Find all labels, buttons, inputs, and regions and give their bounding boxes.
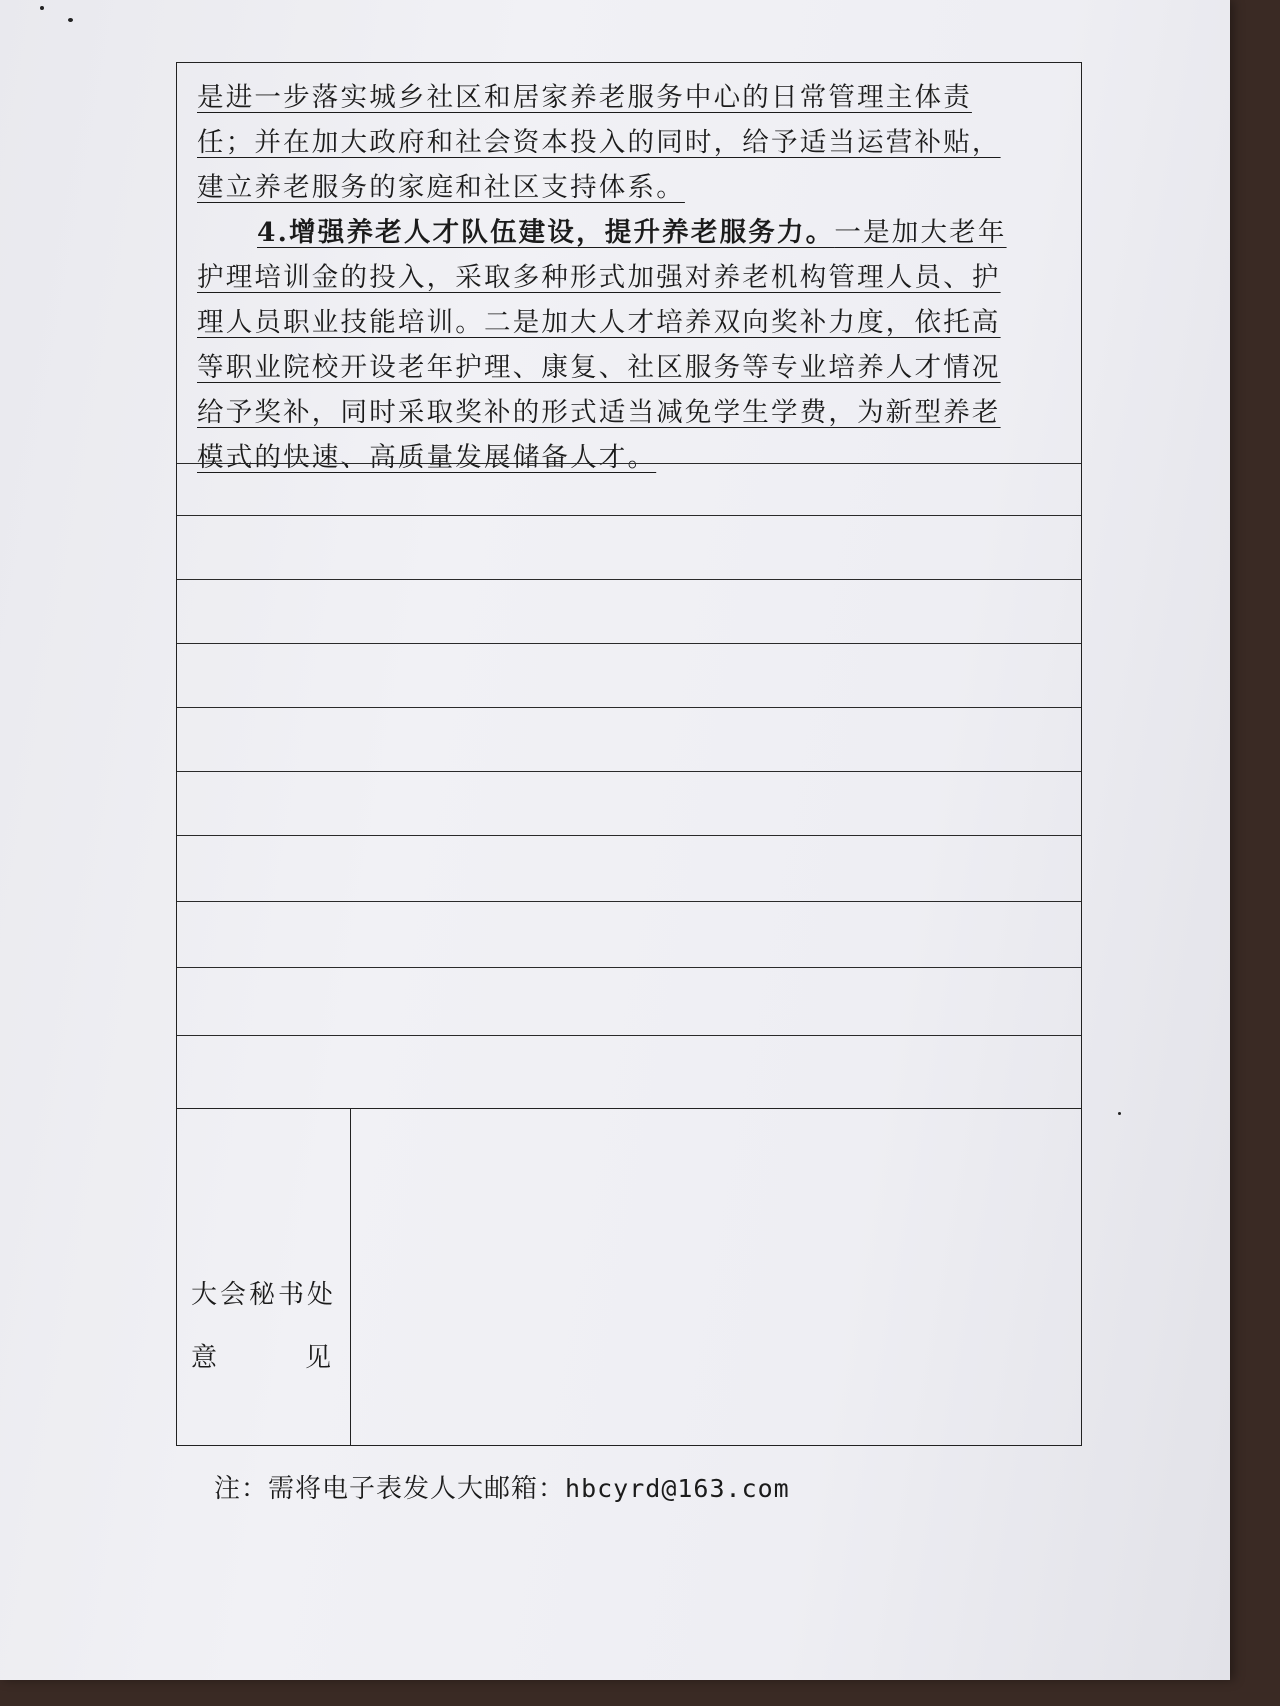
paragraph-4: [197, 210, 1061, 480]
blank-rule-line: [177, 515, 1081, 516]
text-line: 任；并在加大政府和社会资本投入的同时，给予适当运营补贴，: [197, 127, 1001, 158]
ink-speck: [68, 18, 73, 22]
opinion-label-cell: [177, 1109, 351, 1446]
secretariat-opinion-row: [177, 1108, 1081, 1446]
footer-note: [214, 1468, 790, 1505]
text-line: 是进一步落实城乡社区和居家养老服务中心的日常管理主体责: [197, 82, 972, 113]
ink-speck: [40, 6, 44, 10]
note-prefix: 注：需将电子表发人大邮箱：: [214, 1474, 566, 1504]
text-line: 给予奖补，同时采取奖补的形式适当减免学生学费，为新型养老: [197, 397, 1001, 428]
text-line: 建立养老服务的家庭和社区支持体系。: [197, 172, 685, 203]
opinion-content-cell[interactable]: [351, 1109, 1081, 1446]
continued-paragraph: [197, 75, 1061, 210]
suggestion-text-area: [177, 63, 1081, 473]
opinion-label-title: 大会秘书处: [191, 1280, 337, 1310]
note-email: hbcyrd@163.com: [565, 1474, 790, 1503]
blank-rule-line: [177, 707, 1081, 708]
text-line: 等职业院校开设老年护理、康复、社区服务等专业培养人才情况: [197, 352, 1001, 383]
paragraph-4-first-words: 一是加大老年: [834, 217, 1007, 248]
text-line: 模式的快速、高质量发展储备人才。: [197, 442, 657, 473]
ink-speck: [1118, 1112, 1121, 1115]
blank-rule-line: [177, 643, 1081, 644]
blank-rule-line: [177, 463, 1081, 464]
opinion-label-jian: 见: [305, 1343, 332, 1373]
blank-rule-line: [177, 835, 1081, 836]
paragraph-4-heading: 4.增强养老人才队伍建设，提升养老服务力。: [257, 217, 835, 248]
blank-rule-line: [177, 967, 1081, 968]
blank-rule-line: [177, 771, 1081, 772]
text-line: 理人员职业技能培训。二是加大人才培养双向奖补力度，依托高: [197, 307, 1001, 338]
text-line: 护理培训金的投入，采取多种形式加强对养老机构管理人员、护: [197, 262, 1001, 293]
blank-rule-line: [177, 579, 1081, 580]
suggestion-form-table: [176, 62, 1082, 1446]
blank-rule-line: [177, 1035, 1081, 1036]
opinion-label-yi: 意: [191, 1343, 218, 1373]
blank-rule-line: [177, 901, 1081, 902]
